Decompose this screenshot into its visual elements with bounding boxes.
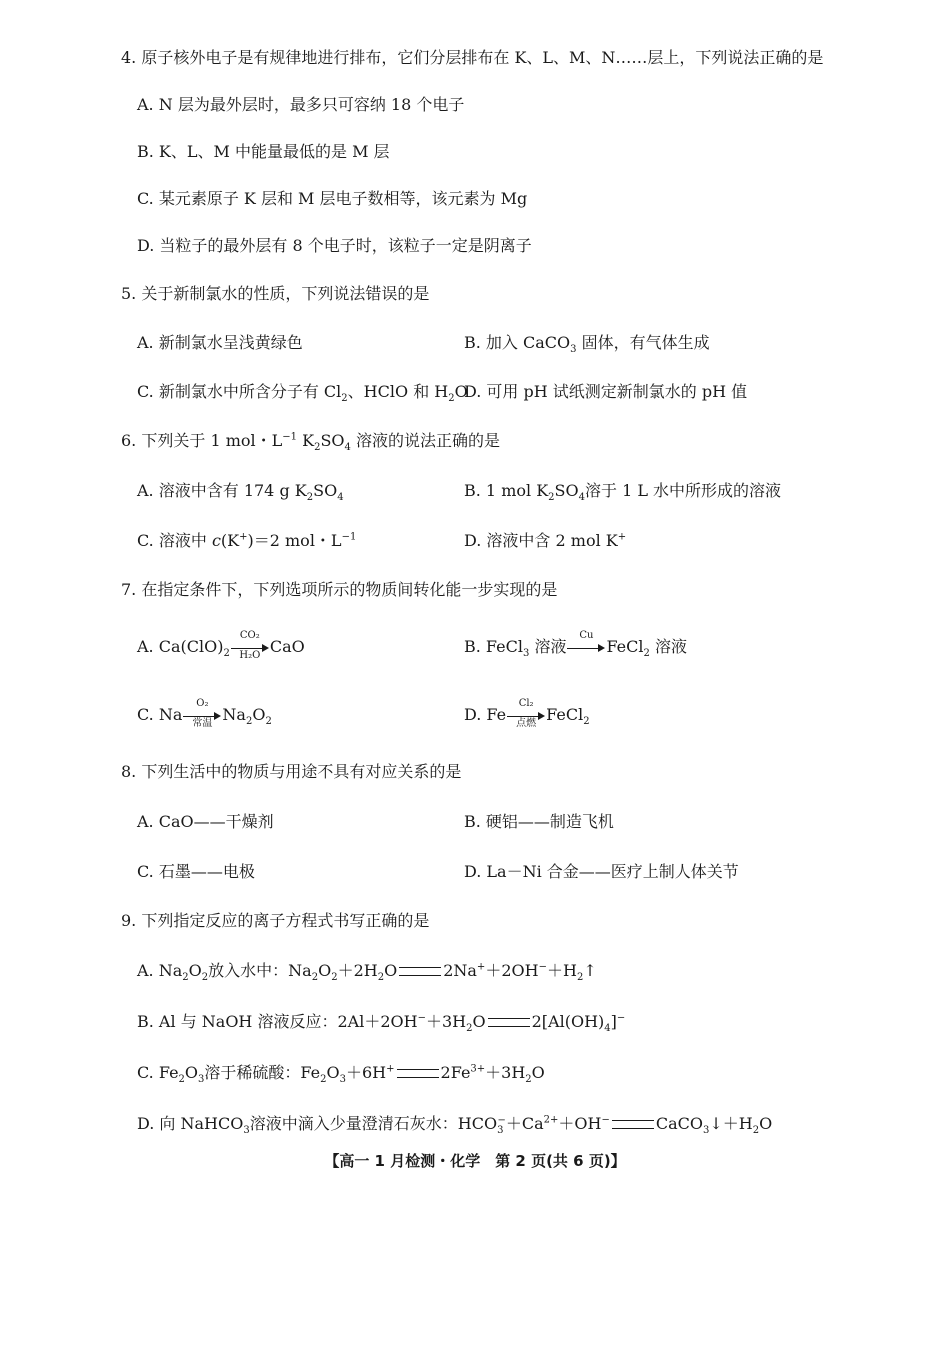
reaction-arrow: $\frac{\text{CO₂}}{\text{H₂O}}$ [231, 637, 269, 659]
equals-sign [399, 967, 441, 976]
q4-option-a: A. N 层为最外层时，最多只可容纳 18 个电子 [137, 95, 465, 114]
reaction-arrow: Cu [567, 637, 605, 659]
q8-stem: 8. 下列生活中的物质与用途不具有对应关系的是 [121, 762, 462, 781]
q8-option-c: C. 石墨——电极 [137, 862, 255, 881]
q9-option-c: C. $Fe_2O_3$溶于稀硫酸：$Fe_2O_3+6H^+$ $2Fe^{3+}+3H_2O$ [137, 1063, 545, 1086]
reaction-arrow: Cl₂ 点燃 [507, 705, 545, 727]
q5-option-d: D. 可用 pH 试纸测定新制氯水的 pH 值 [464, 382, 748, 401]
q7-option-d: D. Fe Cl₂ 点燃 FeCl$_2$ [464, 697, 590, 729]
q7-option-a: A. $Ca(ClO)_2$ $\frac{\text{CO₂}}{\text{H₂O}}$ CaO [137, 629, 305, 661]
q6-option-d: D. 溶液中含 2 mol K+ [464, 531, 627, 550]
q6-option-c: C. 溶液中 c(K+)＝2 mol・$L^{-1}$ [137, 531, 357, 550]
q7-option-c: C. Na O₂ 常温 $Na_2O_2$ [137, 697, 272, 729]
q4-option-c: C. 某元素原子 K 层和 M 层电子数相等，该元素为 Mg [137, 189, 528, 208]
q7-option-b: B. FeCl$_3$ 溶液 Cu FeCl$_2$ 溶液 [464, 629, 687, 660]
equals-sign [612, 1120, 654, 1129]
q6-option-b: B. 1 mol $K_2SO_4$溶于 1 L 水中所形成的溶液 [464, 481, 782, 504]
q7-stem: 7. 在指定条件下，下列选项所示的物质间转化能一步实现的是 [121, 580, 558, 599]
q9-option-d: D. 向 NaHCO$_3$溶液中滴入少量澄清石灰水：$HCO_3^-+Ca^{2+}+OH^-$ $CaCO_3↓+H_2O$ [137, 1114, 773, 1137]
q8-option-a: A. CaO——干燥剂 [137, 812, 274, 831]
q6-option-a: A. 溶液中含有 174 g $K_2SO_4$ [137, 481, 344, 504]
q5-stem: 5. 关于新制氯水的性质，下列说法错误的是 [121, 284, 430, 303]
q9-option-a: A. $Na_2O_2$放入水中：$Na_2O_2+2H_2O$ $2Na^++2OH^-+H_2↑$ [137, 961, 597, 984]
q5-option-c: C. 新制氯水中所含分子有 $Cl_2$、HClO 和 $H_2O$ [137, 382, 468, 405]
q4-option-d: D. 当粒子的最外层有 8 个电子时，该粒子一定是阴离子 [137, 236, 532, 255]
page-footer: 【高一 1 月检测・化学 第 2 页(共 6 页)】 [324, 1152, 626, 1170]
q5-option-a: A. 新制氯水呈浅黄绿色 [137, 333, 303, 352]
q6-stem: 6. 下列关于 1 mol・$L^{-1}$ $K_2SO_4$ 溶液的说法正确的是 [121, 431, 500, 454]
equals-sign [488, 1018, 530, 1027]
q8-option-b: B. 硬铝——制造飞机 [464, 812, 614, 831]
equals-sign [397, 1069, 439, 1078]
q4-option-b: B. K、L、M 中能量最低的是 M 层 [137, 142, 390, 161]
q9-stem: 9. 下列指定反应的离子方程式书写正确的是 [121, 911, 430, 930]
q9-option-b: B. Al 与 NaOH 溶液反应：$2Al+2OH^-+3H_2O$ $2[Al(OH)_4]^-$ [137, 1012, 626, 1035]
q8-option-d: D. La－Ni 合金——医疗上制人体关节 [464, 862, 739, 881]
q4-stem: 4. 原子核外电子是有规律地进行排布，它们分层排布在 K、L、M、N……层上，下列说法正确的是 [121, 48, 824, 67]
q5-option-b: B. 加入 CaCO$_3$ 固体，有气体生成 [464, 333, 710, 356]
reaction-arrow: O₂ 常温 [183, 705, 221, 727]
